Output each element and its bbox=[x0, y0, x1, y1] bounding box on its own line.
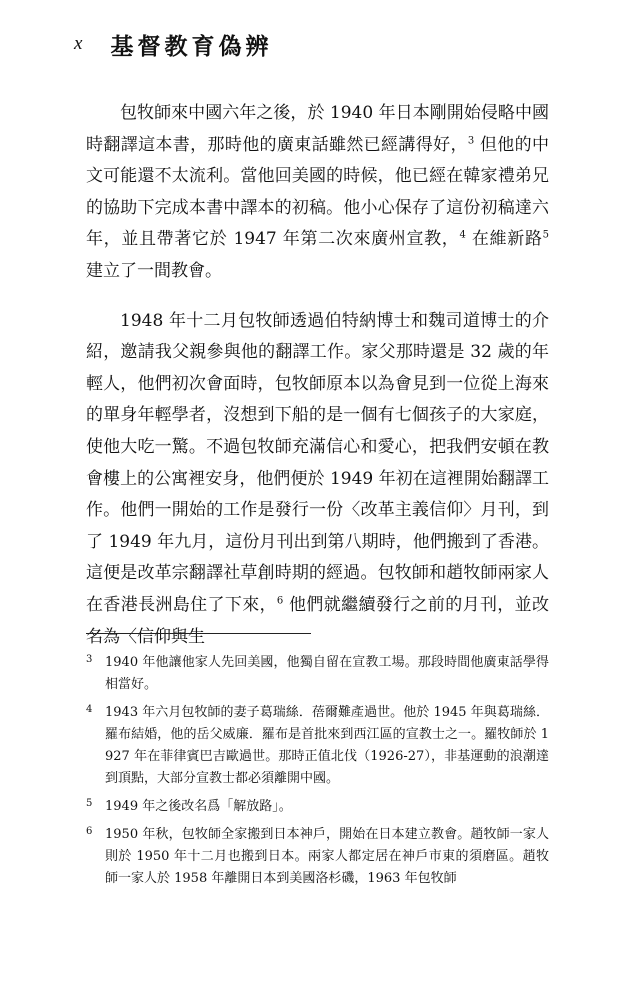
page-number: x bbox=[74, 33, 83, 54]
body-paragraph bbox=[86, 306, 549, 654]
main-text bbox=[86, 98, 549, 671]
book-title: 基督教育偽辨 bbox=[110, 33, 273, 60]
footnote bbox=[86, 824, 549, 890]
footnote-reference: 5 bbox=[542, 229, 549, 241]
paragraph-text: 在維新路 bbox=[465, 229, 543, 250]
paragraph-text: 1948 年十二月包牧師透過伯特納博士和魏司道博士的介紹，邀請我父親參與他的翻譯工作。家父那時還是 32 歲的年輕人，他們初次會面時，包牧師原本以為會見到一位從上海來的單身年輕學者，沒想到下船的是一個有七個孩子的大家庭，使他大吃一驚。不過包牧師充滿信心和愛心，把我們安頓在教會樓上的公寓裡安身，他們便於 1949 年初在這裡開始翻譯工作。他們一開始的工作是發行一份〈改革主義信仰〉月刊，到了 1949 年九月，這份月刊出到第八期時，他們搬到了香港。這便是改革宗翻譯社草創時期的經過。包牧師和趙牧師兩家人在香港長洲島住了下來， bbox=[86, 310, 549, 615]
footnote-number: 4 bbox=[86, 704, 93, 715]
footnote-reference: 4 bbox=[459, 229, 466, 241]
footnote-text: 1949 年之後改名爲「解放路」。 bbox=[105, 799, 292, 814]
footnote-text: 1950 年秋，包牧師全家搬到日本神戶，開始在日本建立教會。趙牧師一家人則於 1950 年十二月也搬到日本。兩家人都定居在神戶市東的須磨區。趙牧師一家人於 1958 年離開日本到美國洛杉磯，1963 年包牧師 bbox=[105, 827, 549, 886]
footnote-divider bbox=[86, 633, 311, 634]
footnote-number: 6 bbox=[86, 826, 93, 837]
footnote bbox=[86, 796, 549, 818]
footnote bbox=[86, 702, 549, 790]
footnote-text: 1940 年他讓他家人先回美國，他獨自留在宣教工場。那段時間他廣東話學得相當好。 bbox=[105, 655, 549, 692]
running-header bbox=[74, 26, 272, 62]
footnote-number: 5 bbox=[86, 798, 93, 809]
footnote-text: 1943 年六月包牧師的妻子葛瑞絲．蓓爾難產過世。他於 1945 年與葛瑞絲．羅布結婚，他的岳父威廉．羅布是首批來到西江區的宣教士之一。羅牧師於 1927 年在菲律賓巴吉歐過世。那時正值北伐（1926-27），非基運動的浪潮達到頂點，大部分宣教士都必須離開中國。 bbox=[105, 705, 549, 786]
footnotes bbox=[86, 652, 549, 896]
footnote-number: 3 bbox=[86, 654, 93, 665]
paragraph-text: 他們就繼續發行之前的月刊，並改名為〈信仰與生 bbox=[86, 594, 550, 647]
paragraph-text: 但他的中文可能還不太流利。當他回美國的時候，他已經在韓家禮弟兄的協助下完成本書中譯本的初稿。他小心保存了這份初稿達六年，並且帶著它於 1947 年第二次來廣州宣教， bbox=[86, 134, 550, 250]
footnote-reference: 3 bbox=[467, 134, 475, 146]
paragraph-text: 建立了一間教會。 bbox=[86, 260, 222, 281]
footnote-reference: 6 bbox=[276, 595, 284, 607]
paragraph-text: 包牧師來中國六年之後，於 1940 年日本剛開始侵略中國時翻譯這本書，那時他的廣東話雖然已經講得好， bbox=[86, 103, 549, 155]
body-paragraph bbox=[86, 98, 549, 288]
footnote bbox=[86, 652, 549, 696]
